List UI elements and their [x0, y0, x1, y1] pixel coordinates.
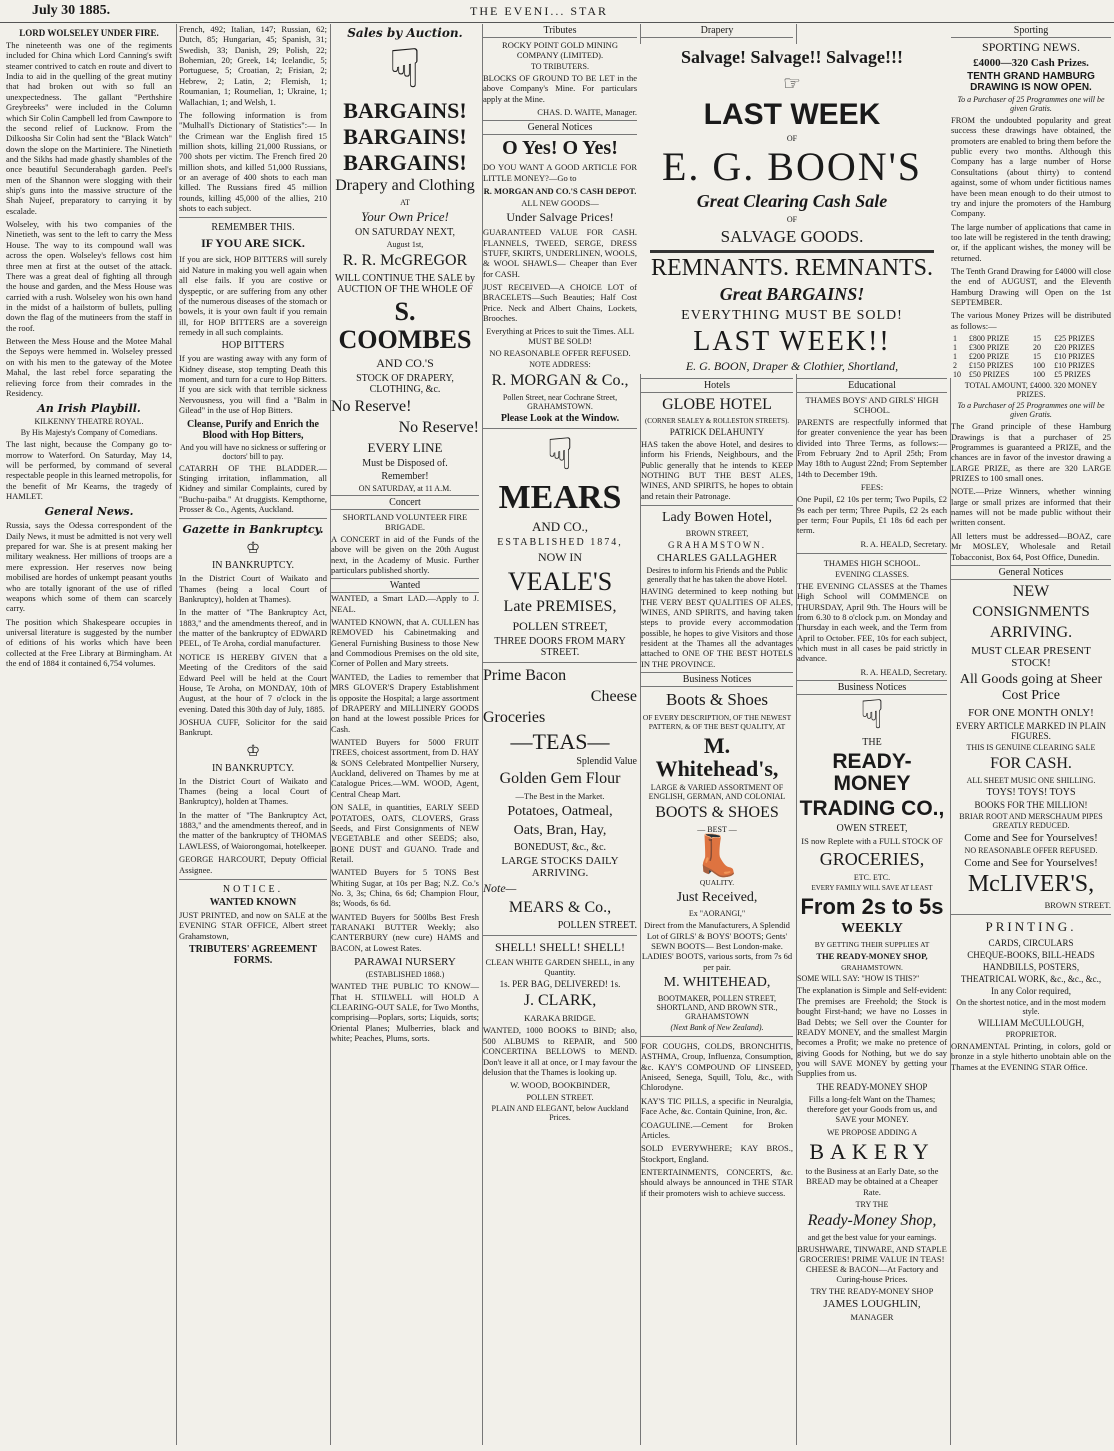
- ad-text: (ESTABLISHED 1868.): [365, 970, 445, 980]
- ad-text: August 1st,: [386, 240, 424, 250]
- ad-paragraph: WANTED, 1000 BOOKS to BIND; also, 500 ALBUMS to REPAIR, and 500 CONCERTINA BELLOWS to MEND. Don't leave it all at once, or I may favour the delusion that the Thames is looking up.: [483, 1025, 637, 1077]
- ad-heading: SPORTING NEWS.: [982, 40, 1080, 54]
- ad-text: NO REASONABLE OFFER REFUSED.: [489, 348, 631, 359]
- prize-cell: 10: [953, 370, 961, 380]
- ad-text: OF: [786, 214, 798, 224]
- article-paragraph: The nineteenth was one of the regiments included for China which Lord Canning's swift steamer contrived to catch en route and divert to India to aid in the quelling of the great mutiny that had broken out with so full an unexpectedness. The gallant "Perthshire Greybreeks" were included in the Column which Sir Colin Campbell led from Cawnpore to the second relief of Lucknow. From the Dilkoosha Sir Colin had sent the "Black Watch" down the slope on the Martiniere. The Ninetieth and the Sikhs had made ghastly shambles of the once beautiful Secunderabagh garden. Peel's men of the Shannon were slogging with their ship's guns into the massive structure of the Shah Nujeef, preparatory to carrying it by escalade.: [6, 40, 172, 216]
- ad-text: TRY THE: [855, 1199, 889, 1209]
- divider: [179, 879, 327, 880]
- masthead: [0, 0, 1114, 23]
- ad-text: BAKERY: [809, 1138, 935, 1164]
- notice-heading: SHORTLAND VOLUNTEER FIRE BRIGADE.: [342, 511, 468, 532]
- hotel-name: Lady Bowen Hotel,: [661, 510, 773, 526]
- ad-paragraph: If you are wasting away with any form of Kidney disease, stop tempting Death this moment, and turn for a cure to Hop Bitters. If you are sick with that terrible sickness Nervousness, you will find a "Balm in Gilead" in the use of Hop Bitters.: [179, 353, 327, 416]
- ad-text: MANAGER: [850, 1311, 894, 1322]
- ad-text: Come and See for Yourselves!: [964, 856, 1098, 869]
- ad-paragraph: BLOCKS OF GROUND TO BE LET in the above Company's Mine. For particulars apply at the Mine.: [483, 73, 637, 104]
- ad-text: In any Color required,: [991, 986, 1071, 997]
- prize-table: [951, 334, 1111, 379]
- pointing-hand-icon: ☟: [859, 692, 885, 738]
- ad-text: EVERY ARTICLE MARKED IN PLAIN FIGURES.: [955, 720, 1107, 741]
- column-1: [6, 24, 177, 1445]
- notice-heading: IN BANKRUPTCY.: [211, 560, 295, 572]
- column-6: [794, 378, 951, 1445]
- ad-text: THE READY-MONEY SHOP: [816, 1081, 928, 1092]
- ad-text: THREE DOORS FROM MARY STREET.: [494, 636, 626, 659]
- section-heading: Hotels: [641, 378, 793, 393]
- ad-text: CHEQUE-BOOKS, BILL-HEADS: [967, 950, 1095, 961]
- ad-text: EVERY FAMILY WILL SAVE AT LEAST: [811, 884, 933, 893]
- ad-heading: REMEMBER THIS.: [211, 222, 295, 234]
- boon-advert: [638, 44, 946, 374]
- prize-cell: £150 PRIZES: [968, 361, 1014, 371]
- ad-paragraph: to the Business at an Early Date, so the BREAD may be obtained at a Cheaper Rate.: [805, 1165, 939, 1197]
- ad-text: Remember!: [381, 470, 429, 482]
- ad-paragraph: NOTE.—Prize Winners, whether winning large or small prizes are informed that their names will not be made public without their written consent.: [951, 486, 1111, 528]
- section-heading: General Notices: [483, 120, 637, 135]
- prize-cell: 15: [1032, 334, 1041, 344]
- wanted-ad: WANTED Buyers for 5000 FRUIT TREES, choicest assortment, from D. HAY & SONS Celebrated Montpellier Nursery, Auckland, delivered on Thames by me at Catalogue Prices.—WM. WOOD, Agent, Central Cheap Mart.: [331, 736, 479, 799]
- prize-cell: £200 PRIZE: [968, 352, 1010, 362]
- ad-paragraph: R. A. HEALD, Secretary.: [860, 666, 947, 677]
- prize-cell: 1: [953, 334, 957, 344]
- ad-text: — BEST —: [697, 825, 737, 835]
- section-heading: Wanted: [331, 578, 479, 593]
- ad-text: AT: [400, 198, 410, 208]
- article-paragraph: Between the Mess House and the Motee Mahal the Sepoys were hemmed in. Wolseley pressed on with his men to the gateway of the Motee Mahal, the last rebel force separating the relieving force from their comrades in the Residency.: [6, 336, 172, 398]
- prize-row: [951, 352, 1111, 361]
- ad-paragraph: CHAS. D. WAITE, Manager.: [537, 107, 637, 118]
- ad-text: EVERYTHING MUST BE SOLD!: [681, 307, 903, 323]
- ad-text: and get the best value for your earnings.: [807, 1232, 937, 1242]
- article-paragraph: Russia, says the Odessa correspondent of the Daily News, it must be admitted is not very well prepared for war. She is at present making her military weakness. Her millions of troops are a mere expression. Her reserves now being mobilised are hordes of unkempt peasant youths who are totally ignorant of the use of rifled weapons which some of them can scarcely carry.: [6, 520, 172, 614]
- section-heading: Business Notices: [641, 672, 793, 687]
- article-paragraph: The last night, because the Company go to-morrow to Waterford. On Saturday, May 14, will be performed, by command of several respectable people in this learned metropolis, for the benefit of Mr Kearns, the tragedy of HAMLET.: [6, 439, 172, 502]
- ad-text: TRY THE READY-MONEY SHOP: [810, 1285, 934, 1296]
- article-headline: General News.: [44, 505, 134, 519]
- ad-text: ON SATURDAY, at 11 A.M.: [358, 483, 452, 493]
- prize-cell: 20: [1032, 343, 1041, 353]
- column-4: [480, 24, 641, 1445]
- bargains: BARGAINS!: [343, 124, 467, 150]
- ad-text: On the shortest notice, and in the most modern style.: [956, 998, 1106, 1017]
- ad-text: —TEAS—: [510, 729, 610, 755]
- prize-cell: £10 PRIZES: [1054, 361, 1095, 371]
- ad-heading: TENTH GRAND HAMBURG DRAWING IS NOW OPEN.: [967, 71, 1095, 93]
- section-heading: Concert: [331, 495, 479, 510]
- ad-text: THEATRICAL WORK, &c., &c., &c.,: [960, 974, 1102, 985]
- ad-paragraph: FROM the undoubted popularity and great success these drawings have obtained, the promoters are enabled to bring them before the public every two months. Although this Company has a large number of Horse Consultations (about thirty) to contend against, some of whom under fictitious names have been mean enough to do their utmost to try and injure the promoters of the Hamburg Company.: [951, 115, 1111, 219]
- ad-text: Golden Gem Flour: [499, 770, 621, 788]
- ad-text: 1s. PER BAG, DELIVERED! 1s.: [499, 979, 621, 990]
- ad-text: SHELL! SHELL! SHELL!: [495, 940, 625, 955]
- ad-paragraph: KAY'S TIC PILLS, a specific in Neuralgia, Face Ache, &c. Contain Quinine, Iron, &c.: [641, 1095, 793, 1117]
- firm-name: R. MORGAN & Co.,: [491, 372, 629, 390]
- bargains: BARGAINS!: [343, 98, 467, 123]
- ad-text: Come and See for Yourselves!: [964, 831, 1098, 844]
- ad-text: EVERY LINE: [367, 439, 443, 455]
- ad-text: ETC. ETC.: [853, 873, 891, 883]
- ad-text: Splendid Value: [576, 756, 637, 768]
- prize-cell: £25 PRIZES: [1054, 334, 1095, 344]
- article-paragraph: French, 492; Italian, 147; Russian, 62; Dutch, 85; Hungarian, 45; Spanish, 31; Swedish, 33; Danish, 29; Polish, 22; Bohemian, 20; Greek, 14; Icelandic, 5; Portuguese, 5; Croatian, 2; Frisian, 2; Hebrew, 2; Latin, 2; Flemish, 1; Roumanian, 1; Roumelian, 1; Ukraine, 1; Wallachian, 1; and Welsh, 1.: [179, 24, 327, 107]
- article-paragraph: The following information is from "Mulhall's Dictionary of Statistics":— In the Crimean war the English fired 15 million shots, killing 21,000 Russians, or 700 shots per victim. The French fired 20 million shots, and killed 51,000 Russians, or an average of 400 shots to each man killed. The Russians fired 45 million rounds, killing 45,000 of the allies, 210 shots to each subject.: [179, 109, 327, 214]
- prize-cell: 1: [953, 352, 957, 362]
- ad-text: EVENING CLASSES.: [835, 569, 909, 579]
- ad-text: BOOTMAKER, POLLEN STREET, SHORTLAND, AND BROWN STR., GRAHAMSTOWN: [656, 994, 778, 1022]
- ad-paragraph: THE EVENING CLASSES at the Thames High School will COMMENCE on THURSDAY, April 9th. The Hours will be from 6.30 to 8 o'clock p.m. on Monday and Thursday in each week, and the Term from April to October. FEE, 10s for each subject, which must in all cases be paid strictly in advance.: [797, 580, 947, 664]
- theatre-sub: By His Majesty's Company of Comedians.: [20, 428, 158, 438]
- ad-text: FOR ONE MONTH ONLY!: [968, 706, 1094, 719]
- ad-text: Ex "AORANGI,": [688, 909, 746, 919]
- ad-text: Groceries: [483, 709, 546, 727]
- prize-cell: £10 PRIZES: [1054, 352, 1095, 362]
- firm-name: McLIVER'S,: [967, 870, 1095, 897]
- prize-cell: £800 PRIZE: [968, 334, 1010, 344]
- ad-text: NOW IN: [537, 550, 583, 565]
- divider: [641, 505, 793, 506]
- prize-cell: 100: [1032, 370, 1045, 380]
- ad-text: MUST CLEAR PRESENT STOCK!: [971, 644, 1091, 669]
- ad-text: PLAIN AND ELEGANT, below Auckland Prices.: [491, 1104, 629, 1123]
- ad-heading: IF YOU ARE SICK.: [201, 236, 305, 251]
- ad-text: CHARLES GALLAGHER: [656, 552, 778, 565]
- ad-paragraph: R. A. HEALD, Secretary.: [860, 538, 947, 549]
- article-headline: LORD WOLSELEY UNDER FIRE.: [19, 28, 159, 38]
- ad-heading: Boots & Shoes: [665, 690, 769, 710]
- section-heading: Sporting: [951, 24, 1111, 38]
- ad-text: All Goods going at Sheer Cost Price: [959, 671, 1103, 703]
- ad-text: WILLIAM McCULLOUGH,: [978, 1018, 1084, 1029]
- ad-heading: O Yes! O Yes!: [502, 137, 618, 160]
- section-heading: General Notices: [951, 565, 1111, 580]
- ad-heading: Drapery and Clothing: [335, 177, 475, 195]
- section-heading: Tributes: [483, 24, 637, 38]
- bargains: BARGAINS!: [343, 150, 467, 176]
- ad-text: WE PROPOSE ADDING A: [826, 1127, 917, 1137]
- notice-paragraph: In the matter of "The Bankruptcy Act, 1883," and the amendments thereof, and in the matter of the bankruptcy of EDWARD PEEL, of Te Aroha, cordial manufacturer.: [179, 607, 327, 649]
- pointing-hand-icon: ☟: [388, 39, 422, 99]
- ad-paragraph: HAVING determined to keep nothing but THE VERY BEST QUALITIES OF ALES, WINES, AND SPIRITS, and having taken steps to provide every accommodation possible, he hopes to give Visitors and those resident at the Thames all the advantages attached to ONE OF THE BEST HOTELS IN THE PROVINCE.: [641, 586, 793, 669]
- ad-paragraph: The Tenth Grand Drawing for £4000 will close the end of AUGUST, and the Eleventh Hamburg Drawing will Open on the 1st SEPTEMBER.: [951, 266, 1112, 308]
- firm-name: TRADING CO.,: [799, 797, 945, 821]
- prize-cell: 1: [953, 343, 957, 353]
- ad-text: From 2s to 5s: [800, 894, 944, 920]
- ad-text: BROWN STREET,: [685, 529, 749, 539]
- wanted-ad: WANTED Buyers for 500lbs Best Fresh TARANAKI BUTTER Weekly; also CANTERBURY (new cure) HAMS and BACON, at Lowest Rates.: [331, 911, 479, 953]
- ad-text: Oats, Bran, Hay,: [513, 823, 607, 839]
- ad-text: HANDBILLS, POSTERS,: [982, 962, 1080, 973]
- ad-text: OF: [786, 133, 798, 143]
- ad-text: GRAHAMSTOWN.: [667, 540, 767, 551]
- paper-title: THE EVENI... STAR: [470, 4, 609, 18]
- section-heading: Drapery: [641, 24, 793, 38]
- ad-text: Great BARGAINS!: [719, 283, 865, 304]
- ad-text: LARGE STOCKS DAILY ARRIVING.: [501, 855, 619, 880]
- ad-text: SALVAGE GOODS.: [720, 226, 864, 246]
- ad-text: Your Own Price!: [361, 209, 449, 225]
- ad-paragraph: ORNAMENTAL Printing, in colors, gold or bronze in a style hitherto unobtain able on the Thames at the EVENING STAR Office.: [951, 1041, 1111, 1072]
- ad-text: E. G. BOON, Draper & Clothier, Shortland,: [685, 359, 899, 374]
- divider: [483, 428, 637, 429]
- ad-paragraph: SOLD EVERYWHERE; KAY BROS., Stockport, England.: [641, 1143, 793, 1164]
- ad-paragraph: CATARRH OF THE BLADDER.—Stinging irritation, inflammation, all Kidney and similar Complaints, cured by "Buchu-paiba." At druggists. Kempthorne, Prosser & Co., Agents, Auckland.: [179, 462, 327, 514]
- ad-text: BROWN STREET.: [1044, 900, 1111, 911]
- wanted-ad: WANTED THE PUBLIC TO KNOW—That H. STILWELL will HOLD A CLEARING-OUT SALE, for Two Months, comprising—Poplars, sorts; Liquids, sorts; Oriental Planes; Mulberries, black and white; Peaches, Plums, sorts.: [331, 981, 479, 1043]
- prize-row: [951, 334, 1111, 343]
- ad-text: PATRICK DELAHUNTY: [669, 427, 765, 437]
- prize-cell: 15: [1032, 352, 1041, 362]
- firm-name: MEARS & Co.,: [508, 899, 612, 917]
- divider: [650, 250, 934, 253]
- divider: [951, 914, 1111, 915]
- prize-row: [951, 361, 1111, 370]
- firm-name: J. CLARK,: [523, 992, 597, 1010]
- divider: [179, 217, 327, 218]
- ad-text: ALL NEW GOODS—: [521, 198, 599, 209]
- ad-text: FOR CASH.: [990, 754, 1072, 772]
- ad-text: LAST WEEK!!: [693, 325, 891, 357]
- ad-text: LARGE & VARIED ASSORTMENT OF ENGLISH, GERMAN, AND COLONIAL: [648, 783, 786, 802]
- ad-text: W. WOOD, BOOKBINDER,: [510, 1080, 610, 1091]
- ad-text: BY GETTING THEIR SUPPLIES AT: [814, 940, 930, 950]
- hop-bitters: HOP BITTERS: [221, 340, 285, 352]
- ad-text: Must be Disposed of.: [362, 457, 448, 469]
- ad-text: TO TRIBUTERS.: [531, 62, 589, 71]
- ad-text: SOME WILL SAY: "HOW IS THIS?": [797, 974, 920, 984]
- divider: [483, 662, 637, 663]
- theatre-sub: KILKENNY THEATRE ROYAL.: [34, 417, 144, 427]
- ad-paragraph: One Pupil, £2 10s per term; Two Pupils, £2 9s each per term; Three Pupils, £2 2s each per term; Four Pupils, £1 18s 6d each per term.: [797, 494, 947, 536]
- wanted-ad: WANTED KNOWN, that A. CULLEN has REMOVED his Cabinetmaking and General Furnishing Business to those New and Commodious Premises on the old site, Corner of Pollen and Mary streets.: [331, 617, 479, 669]
- ad-text: Under Salvage Prices!: [506, 210, 614, 225]
- ad-heading: Cleanse, Purify and Enrich the Blood with Hop Bitters,: [187, 418, 319, 441]
- ad-paragraph: The explanation is Simple and Self-evident: The premises are Freehold; the Stock is bought First-hand; we have no Losses in Bad Debts; we Sell over the Counter for READY MONEY, and the smallest Margin becomes a Profit; we make no pretence of giving Goods for Nothing, but we do say you will SAVE MONEY by getting your Supplies from us.: [797, 985, 947, 1079]
- ad-text: GRAHAMSTOWN.: [841, 963, 903, 973]
- divider: [641, 1036, 793, 1037]
- ad-text: ARRIVING.: [989, 623, 1073, 641]
- ad-heading: ROCKY POINT GOLD MINING COMPANY (LIMITED).: [502, 40, 618, 60]
- ad-heading: THAMES BOYS' AND GIRLS' HIGH SCHOOL.: [805, 395, 939, 415]
- ad-note: And you will have no sickness or suffering or doctors' bill to pay.: [179, 442, 327, 461]
- ad-text: AND CO.,: [532, 519, 588, 535]
- wanted-ad: WANTED Buyers for 5 TONS Best Whiting Sugar, at 10s per Bag; N.Z. Co.'s No. 3, 3s; China, 6s 6d; Champion Flour, 8s; Woods, 6s 6d.: [331, 867, 479, 909]
- section-heading: Educational: [797, 378, 947, 393]
- hotel-name: GLOBE HOTEL: [662, 396, 772, 413]
- ad-text: (CORNER SEALEY & ROLLESTON STREETS).: [644, 417, 790, 425]
- firm-name: M. Whitehead's,: [655, 733, 779, 782]
- prize-cell: £50 PRIZES: [968, 370, 1010, 380]
- ad-text: JAMES LOUGHLIN,: [823, 1297, 921, 1310]
- ad-paragraph: ENTERTAINMENTS, CONCERTS, &c. should always be announced in THE STAR if their promoters wish to achieve success.: [641, 1166, 793, 1198]
- ad-text: To a Purchaser of 25 Programmes one will be given Gratis.: [957, 401, 1105, 420]
- ad-heading: PARAWAI NURSERY: [354, 956, 456, 969]
- ad-text: STOCK OF DRAPERY, CLOTHING, &c.: [356, 372, 454, 395]
- notice-paragraph: In the matter of "The Bankruptcy Act, 1883," and the amendments thereof, and in the matter of the bankruptcy of THOMAS LAWLESS, of Waiorongomai, hotelkeeper.: [179, 809, 327, 851]
- ad-text: OWEN STREET,: [836, 823, 908, 835]
- boot-icon: 👢: [692, 833, 742, 879]
- ad-paragraph: DO YOU WANT A GOOD ARTICLE FOR LITTLE MONEY?—Go to: [483, 162, 637, 183]
- ad-paragraph: The various Money Prizes will be distributed as follows:—: [951, 310, 1111, 331]
- ad-text: Ready-Money Shop,: [807, 1211, 937, 1229]
- notice-paragraph: A CONCERT in aid of the Funds of the above will be given on the 20th August next, in the Academy of Music. Further particulars published shortly.: [331, 533, 479, 575]
- ad-text: Prime Bacon: [483, 667, 567, 685]
- ad-text: Pollen Street, near Cochrane Street, GRAHAMSTOWN.: [502, 393, 618, 412]
- ad-paragraph: COAGULINE.—Cement for Broken Articles.: [641, 1119, 793, 1140]
- notice-heading: TRIBUTERS' AGREEMENT FORMS.: [188, 944, 318, 966]
- pointing-hand-icon: ☞: [783, 73, 801, 95]
- ad-text: CARDS, CIRCULARS: [988, 938, 1074, 949]
- ad-text: BOOKS FOR THE MILLION!: [974, 799, 1088, 810]
- ad-heading: Salvage! Salvage!! Salvage!!!: [681, 47, 903, 67]
- ad-text: CONSIGNMENTS: [972, 603, 1090, 620]
- ad-text: WEEKLY: [841, 921, 903, 937]
- ad-text: AND CO.'S: [376, 355, 434, 370]
- ad-text: BRIAR ROOT AND MERSCHAUM PIPES GREATLY REDUCED.: [959, 811, 1103, 830]
- divider: [179, 518, 327, 519]
- notice-paragraph: In the District Court of Waikato and Thames (being a local Court of Bankruptcy), holden at Thames).: [179, 573, 327, 605]
- ad-text: Please Look at the Window.: [500, 413, 620, 425]
- ad-text: REMNANTS. REMNANTS.: [650, 254, 934, 281]
- prize-cell: 100: [1032, 361, 1045, 371]
- ad-paragraph: Fills a long-felt Want on the Thames; therefore get your Goods from us, and SAVE your MONEY.: [806, 1093, 938, 1125]
- ad-paragraph: HAS taken the above Hotel, and desires to inform his Friends, Neighbours, and the Public generally that he intends to KEEP NOTHING BUT THE BEST ALES, WINES, AND SPIRITS, he hopes to obtain and retain their Patronage.: [641, 439, 793, 501]
- ad-text: NO REASONABLE OFFER REFUSED.: [964, 845, 1098, 855]
- ad-text: IS now Replete with a FULL STOCK OF: [801, 836, 943, 847]
- ad-text: BONEDUST, &c., &c.: [513, 842, 607, 854]
- ad-text: Everything at Prices to suit the Times. ALL MUST BE SOLD!: [486, 326, 634, 347]
- ad-text: TOTAL AMOUNT, £4000. 320 MONEY PRIZES.: [964, 381, 1098, 400]
- ad-text: OF EVERY DESCRIPTION, OF THE NEWEST PATTERN, & OF THE BEST QUALITY, AT: [642, 713, 792, 732]
- ad-heading: PRINTING.: [985, 919, 1077, 935]
- firm-name: MEARS: [498, 479, 622, 517]
- ad-heading: BOOTS & SHOES: [655, 804, 779, 822]
- ad-paragraph: FOR COUGHS, COLDS, BRONCHITIS, ASTHMA, Croup, Influenza, Consumption, &c. KAY'S COMPOUND OF LINSEED, Aniseed, Senega, Squill, Tolu, &c., with Chlorodyne.: [641, 1041, 793, 1093]
- section-heading: Business Notices: [797, 680, 947, 695]
- ad-text: GROCERIES,: [819, 849, 925, 870]
- ad-text: FEES:: [860, 482, 884, 493]
- ad-paragraph: If you are sick, HOP BITTERS will surely aid Nature in making you well again when all else fails. If you are costive or dyspeptic, or are suffering from any other of the numerous diseases of the stomach or bowels, it is your own fault if you remain ill, for HOP BITTERS are a sovereign remedy in all such complaints.: [179, 254, 327, 337]
- ad-text: THE READY-MONEY SHOP,: [816, 951, 928, 962]
- notice-paragraph: In the District Court of Waikato and Thames (being a local Court of Bankruptcy), holden at Thames.: [179, 775, 327, 807]
- notice-heading: IN BANKRUPTCY.: [211, 762, 295, 774]
- firm-name: E. G. BOON'S: [661, 143, 923, 189]
- firm-name: S. COOMBES: [338, 297, 472, 354]
- ad-text: POLLEN STREET,: [512, 619, 608, 634]
- ad-paragraph: JUST RECEIVED—A CHOICE LOT of BRACELETS—Such Beauties; Half Cost Price. Neck and Albert Chains, Lockets, Brooches.: [483, 281, 637, 324]
- ad-text: Late PREMISES,: [503, 598, 617, 616]
- ad-text: Cheese: [590, 688, 637, 706]
- ad-paragraph: The large number of applications that came in too late will be registered in the tenth drawing; or, if the applicant wishes, the money will be returned.: [951, 221, 1111, 263]
- notice-heading: WANTED KNOWN: [209, 896, 297, 908]
- wanted-ad: WANTED, a Smart LAD.—Apply to J. NEAL.: [331, 593, 479, 614]
- ad-heading: £4000—320 Cash Prizes.: [973, 57, 1089, 69]
- ad-text: POLLEN STREET.: [557, 920, 637, 932]
- ad-text: —The Best in the Market.: [515, 791, 605, 802]
- ad-text: TOYS! TOYS! TOYS: [986, 786, 1076, 798]
- ad-text: No Reserve!: [331, 397, 412, 415]
- ad-heading: Just Received,: [676, 890, 758, 906]
- prize-row: [951, 370, 1111, 379]
- column-2: [176, 24, 331, 1445]
- ad-text: Great Clearing Cash Sale: [696, 190, 888, 211]
- ad-text: QUALITY.: [699, 878, 735, 888]
- divider: [797, 553, 947, 554]
- wanted-ad: WANTED, the Ladies to remember that MRS GLOVER'S Drapery Establishment is opposite the Hospital; a large assortment of DRAPERY and MILLINERY GOODS on hand at the lowest possible Prices for Cash.: [331, 671, 479, 734]
- prize-cell: £5 PRIZES: [1054, 370, 1091, 380]
- ad-text: Potatoes, Oatmeal,: [507, 804, 613, 820]
- ad-text: THE: [862, 737, 882, 749]
- firm-name: M. WHITEHEAD,: [663, 975, 771, 991]
- article-paragraph: The position which Shakespeare occupies in universal literature is suggested by the number of editions of his works which have been collected at the Free Library at Birmingham. At the end of 1884 it contained 6,754 volumes.: [6, 616, 172, 669]
- notice-paragraph: GEORGE HARCOURT, Deputy Official Assignee.: [179, 854, 327, 875]
- pointing-hand-icon: ☟: [546, 430, 574, 480]
- ad-text: NEW: [1012, 582, 1050, 600]
- section-heading: Sales by Auction.: [347, 26, 463, 40]
- ad-text: KARAKA BRIDGE.: [524, 1013, 596, 1024]
- ad-text: No Reserve!: [398, 418, 479, 436]
- ad-text: ON SATURDAY NEXT,: [355, 227, 455, 239]
- ad-text: THIS IS GENUINE CLEARING SALE: [966, 742, 1096, 752]
- wanted-ad: ON SALE, in quantities, EARLY SEED POTATOES, OATS, CLOVERS, Grass Seeds, and First Consignments of NEW VEGETABLE and other SEEDS; also, BONE DUST and GUANO. Trade and Retail.: [331, 802, 479, 864]
- divider: [483, 935, 637, 936]
- ad-text: VEALE'S: [507, 567, 613, 597]
- ad-paragraph: PARENTS are respectfully informed that for greater convenience the year has been divided into Three Terms, as follows:— From February 2nd to April 25th; From May 18th to August 22nd; From September 14th to December 19th.: [797, 417, 947, 479]
- ad-paragraph: GUARANTEED VALUE FOR CASH. FLANNELS, TWEED, SERGE, DRESS STUFF, SKIRTS, UNDERLINEN, WOOLS, & WOOL SHAWLS— Cheaper than Ever for CASH.: [483, 227, 637, 279]
- prize-cell: £20 PRIZES: [1054, 343, 1095, 353]
- ad-heading: LAST WEEK: [703, 98, 881, 131]
- notice-paragraph: JOSHUA CUFF, Solicitor for the said Bankrupt.: [179, 716, 327, 738]
- ad-text: PROPRIETOR.: [1005, 1030, 1057, 1040]
- ad-text: R. MORGAN AND CO.'S CASH DEPOT.: [483, 186, 637, 197]
- ad-text: (Next Bank of New Zealand).: [670, 1023, 764, 1033]
- issue-date: July 30 1885.: [32, 3, 111, 18]
- column-7: [948, 24, 1114, 1445]
- ad-text: To a Purchaser of 25 Programmes one will be given Gratis.: [957, 95, 1105, 113]
- ad-paragraph: Direct from the Manufacturers, A Splendid Lot of GIRLS' & BOYS' BOOTS; Gents' SEWN BOOTS— Best London-make. LADIES' BOOTS, various sorts, from 7s 6d per pair.: [641, 920, 793, 972]
- column-5-lower: [638, 378, 797, 1445]
- ad-text: WILL CONTINUE THE SALE by AUCTION OF THE WHOLE OF: [335, 273, 475, 296]
- ad-paragraph: The Grand principle of these Hamburg Drawings is that a purchaser of 25 Programmes is guaranteed a PRIZE, and the chances are in favor of the investor drawing a LARGE PRIZE, as there are 320 LARGE PRIZES to 100 small ones.: [951, 421, 1111, 483]
- ad-text: CLEAN WHITE GARDEN SHELL, in any Quantity.: [485, 957, 635, 978]
- article-paragraph: Wolseley, with his two companies of the Ninetieth, was sent to the left to carry the Mess House. The way to its compound wall was across the open. Wolseley's fellows cost him three men at first at the outset of the attack. There was a great deal of fighting all through the house and garden, and the Mess House was carried with a rush. Wolseley won his own hand in the midst of a hailstorm of bullets, pulling down the flag of the mutineers from the staff in the roof.: [6, 219, 172, 333]
- ad-paragraph: All letters must be addressed—BOAZ, care Mr MOSLEY, Wholesale and Retail Tobacconist, Box 64, Post Office, Dunedin.: [951, 530, 1111, 562]
- firm-name: READY-MONEY: [832, 750, 912, 796]
- auctioneer-name: R. R. McGREGOR: [342, 252, 468, 270]
- notice-paragraph: JUST PRINTED, and now on SALE at the EVENING STAR OFFICE, Albert street Grahamstown,: [179, 909, 327, 941]
- ad-heading: THAMES HIGH SCHOOL.: [823, 557, 921, 568]
- prize-row: [951, 343, 1111, 352]
- section-heading: Gazette in Bankruptcy.: [182, 523, 324, 537]
- article-headline: An Irish Playbill.: [37, 402, 141, 416]
- notice-paragraph: NOTICE IS HEREBY GIVEN that a Meeting of the Creditors of the said Edward Peel will be held at the Court House, Te Aroha, on MONDAY, 10th of August, at the hour of 7 o'clock in the evening. Dated this 30th day of July, 1885.: [179, 651, 327, 714]
- ad-text: ALL SHEET MUSIC ONE SHILLING.: [966, 775, 1096, 785]
- crest-icon: ♔: [245, 742, 261, 760]
- column-3: [328, 24, 483, 1445]
- ad-text: Desires to inform his Friends and the Public generally that he has taken the above Hotel.: [646, 566, 788, 585]
- prize-cell: £300 PRIZE: [968, 343, 1010, 353]
- ad-text: NOTE ADDRESS:: [529, 360, 591, 370]
- prize-cell: 2: [953, 361, 957, 371]
- notice-heading: NOTICE.: [222, 883, 284, 895]
- ad-text: Note—: [483, 881, 517, 896]
- ad-text: ESTABLISHED 1874,: [497, 537, 623, 549]
- ad-text: POLLEN STREET.: [526, 1092, 594, 1103]
- ad-text: BRUSHWARE, TINWARE, AND STAPLE GROCERIES! PRIME VALUE IN TEAS! CHEESE & BACON—At Factory and Curing-house Prices.: [797, 1243, 947, 1284]
- crest-icon: ♔: [245, 540, 261, 558]
